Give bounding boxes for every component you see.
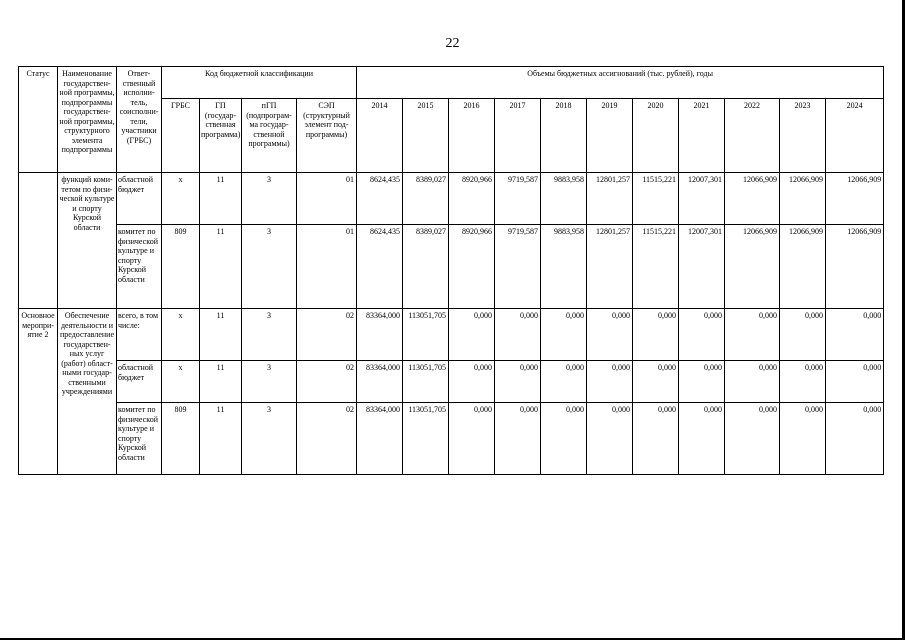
budget-table [18,66,884,475]
row-name: Обеспечение деятельности и предоставление государствен-ных услуг (работ) област-ными государ-ственными учреждениями [58,309,117,475]
cell-pgp: 3 [242,173,297,225]
cell-value: 0,000 [725,361,780,403]
cell-value: 0,000 [541,309,587,361]
cell-value: 0,000 [587,309,633,361]
cell-value: 8389,027 [403,225,449,309]
row-executor: комитет по физической культуре и спорту Курской области [117,403,162,475]
cell-value: 0,000 [679,309,725,361]
cell-value: 0,000 [449,361,495,403]
cell-gp: 11 [200,173,242,225]
header-year: 2017 [495,99,541,173]
cell-grbs: х [162,361,200,403]
header-year: 2021 [679,99,725,173]
cell-value: 12801,257 [587,225,633,309]
cell-value: 8389,027 [403,173,449,225]
header-year: 2015 [403,99,449,173]
cell-value: 0,000 [725,309,780,361]
cell-value: 0,000 [495,403,541,475]
cell-value: 12066,909 [826,173,884,225]
row-status [19,173,58,309]
cell-value: 83364,000 [357,361,403,403]
header-volumes: Объемы бюджетных ассигнований (тыс. рублей), годы [357,67,884,99]
row-executor: областной бюджет [117,173,162,225]
cell-value: 0,000 [780,403,826,475]
header-budget-code: Код бюджетной классификации [162,67,357,99]
cell-value: 0,000 [826,403,884,475]
cell-value: 83364,000 [357,309,403,361]
header-name: Наименование государствен-ной программы, подпрограммы государствен-ной программы, структурного элемента подпрограммы [58,67,117,173]
cell-grbs: 809 [162,403,200,475]
header-gp: ГП (государ-ственная программа) [200,99,242,173]
cell-value: 8920,966 [449,225,495,309]
cell-gp: 11 [200,225,242,309]
table-header-row [19,67,884,99]
cell-value: 11515,221 [633,225,679,309]
table-row [19,361,884,403]
row-executor: всего, в том числе: [117,309,162,361]
header-year: 2014 [357,99,403,173]
header-status: Статус [19,67,58,173]
header-year: 2022 [725,99,780,173]
cell-value: 8624,435 [357,173,403,225]
cell-gp: 11 [200,309,242,361]
cell-value: 9719,587 [495,173,541,225]
cell-value: 0,000 [679,361,725,403]
cell-grbs: х [162,309,200,361]
header-year: 2016 [449,99,495,173]
cell-value: 8624,435 [357,225,403,309]
cell-grbs: 809 [162,225,200,309]
table-row [19,403,884,475]
cell-value: 12066,909 [725,225,780,309]
cell-value: 113051,705 [403,361,449,403]
header-year: 2023 [780,99,826,173]
cell-gp: 11 [200,403,242,475]
cell-value: 0,000 [541,361,587,403]
header-year: 2018 [541,99,587,173]
cell-value: 0,000 [495,361,541,403]
cell-value: 0,000 [633,361,679,403]
cell-sep: 02 [297,361,357,403]
cell-value: 12066,909 [826,225,884,309]
header-grbs: ГРБС [162,99,200,173]
cell-value: 12066,909 [780,173,826,225]
header-year: 2020 [633,99,679,173]
cell-value: 0,000 [587,361,633,403]
cell-value: 9883,958 [541,225,587,309]
header-year: 2019 [587,99,633,173]
page-number: 22 [445,36,460,51]
cell-pgp: 3 [242,309,297,361]
table-row [19,225,884,309]
cell-value: 83364,000 [357,403,403,475]
cell-value: 0,000 [826,309,884,361]
header-year: 2024 [826,99,884,173]
row-executor: комитет по физической культуре и спорту Курской области [117,225,162,309]
row-status: Основное меропри-ятие 2 [19,309,58,475]
cell-pgp: 3 [242,361,297,403]
cell-value: 12066,909 [725,173,780,225]
cell-value: 0,000 [633,403,679,475]
cell-pgp: 3 [242,403,297,475]
cell-value: 0,000 [826,361,884,403]
cell-gp: 11 [200,361,242,403]
cell-value: 113051,705 [403,309,449,361]
cell-value: 11515,221 [633,173,679,225]
cell-value: 9719,587 [495,225,541,309]
cell-sep: 02 [297,403,357,475]
cell-sep: 02 [297,309,357,361]
cell-value: 12066,909 [780,225,826,309]
cell-value: 0,000 [679,403,725,475]
cell-value: 12801,257 [587,173,633,225]
table-row [19,173,884,225]
cell-value: 0,000 [449,309,495,361]
cell-value: 0,000 [541,403,587,475]
cell-value: 9883,958 [541,173,587,225]
cell-sep: 01 [297,173,357,225]
cell-value: 8920,966 [449,173,495,225]
cell-value: 113051,705 [403,403,449,475]
cell-value: 0,000 [495,309,541,361]
cell-value: 0,000 [587,403,633,475]
cell-value: 0,000 [449,403,495,475]
cell-value: 0,000 [725,403,780,475]
cell-value: 12007,301 [679,173,725,225]
row-executor: областной бюджет [117,361,162,403]
cell-value: 0,000 [780,361,826,403]
table-row [19,309,884,361]
header-sep: СЭП (структурный элемент под-программы) [297,99,357,173]
cell-grbs: х [162,173,200,225]
cell-value: 0,000 [633,309,679,361]
cell-value: 0,000 [780,309,826,361]
cell-sep: 01 [297,225,357,309]
cell-pgp: 3 [242,225,297,309]
row-name: функций коми-тетом по физи-ческой культуре и спорту Курской области [58,173,117,309]
cell-value: 12007,301 [679,225,725,309]
header-executor: Ответ-ственный исполни-тель, соисполни-тели, участники (ГРБС) [117,67,162,173]
header-pgp: пГП (подпрограм-ма государ-ственной программы) [242,99,297,173]
